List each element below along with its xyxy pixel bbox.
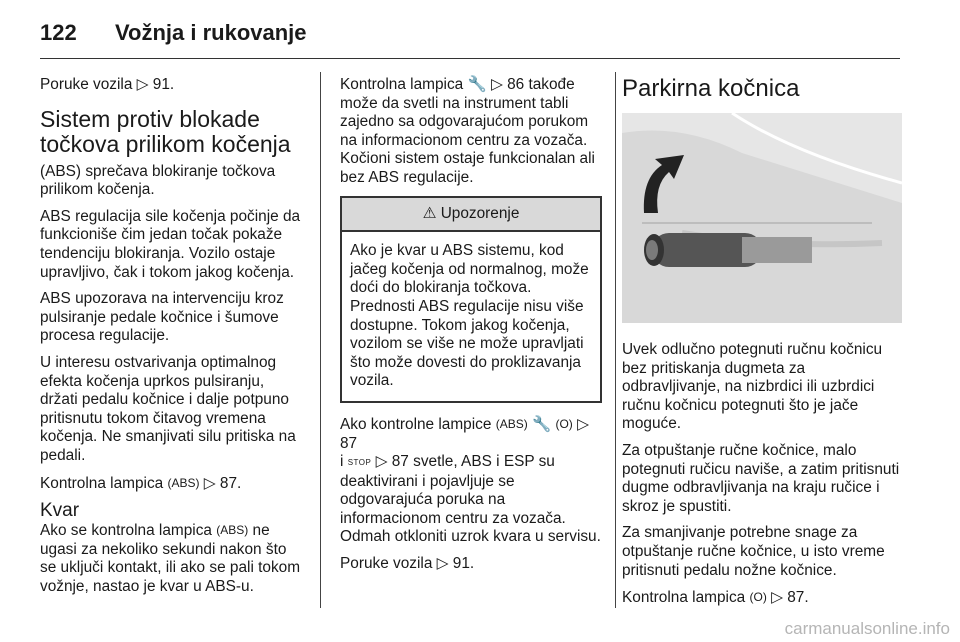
chapter-title: Vožnja i rukovanje [115, 20, 307, 45]
watermark: carmanualsonline.info [784, 619, 950, 638]
parking-brake-heading: Parkirna kočnica [622, 75, 800, 102]
parking-brake-drawing [622, 113, 902, 323]
column-3 [622, 76, 902, 616]
warning-body: Ako je kvar u ABS sistemu, kod jačeg kočenja od normalnog, može doći do blokiranja točkova. Prednosti ABS regulacije nisu više dostupne. Tokom jakog kočenja, vozilom se više ne može upravljati što može dovesti do proklizavanja vozila. [350, 242, 589, 390]
abs-lamp-icon: (ABS) [216, 523, 249, 538]
vehicle-messages-ref: Poruke vozila ▷ 91. [40, 76, 175, 93]
page-number: 122 [40, 20, 77, 45]
abs-warning-info: ABS upozorava na intervenciju kroz pulsiranje pedale kočnice i šumove procesa regulacije. [40, 290, 284, 345]
abs-regulation: ABS regulacija sile kočenja počinje da funkcioniše čim jedan točak pokaže tendenciju blokiranja. Vozilo ostaje upravljivo, čak i tokom jakog kočenja. [40, 207, 301, 281]
warning-box [340, 196, 602, 403]
abs-brake-advice: U interesu ostvarivanja optimalnog efekta kočenja uprkos pulsiranju, držati pedalu kočnice i dalje potpuno pritisnutu tokom čitavog vremena kočenja. Ne smanjivati silu pritiska na pedali. [40, 353, 296, 464]
ref-arrow-icon: ▷ [203, 474, 216, 492]
wrench-icon: 🔧 [467, 76, 487, 93]
ref-arrow-icon: ▷ [490, 76, 503, 93]
column-2 [340, 76, 602, 582]
abs-intro: (ABS) sprečava blokiranje točkova prilikom kočenja. [40, 162, 276, 199]
brake-lamp-ref: Kontrolna lampica (O) ▷ 87. [622, 589, 809, 607]
abs-heading: Sistem protiv blokade točkova prilikom kočenja [40, 105, 291, 157]
ref-arrow-icon: ▷ [136, 76, 149, 93]
parking-brake-apply: Uvek odlučno potegnuti ručnu kočnicu bez pritiskanja dugmeta za odbravljivanje, na nizbrdici ili uzbrdici ručnu kočnicu potegnuti što je jače moguće. [622, 341, 883, 433]
brake-lamp-icon: (O) [555, 416, 573, 431]
warning-triangle-icon: ⚠ [422, 204, 437, 222]
parking-brake-release: Za otpuštanje ručne kočnice, malo potegnuti ručicu naviše, a zatim pritisnuti dugme odbravljivanja na kraju ručice i skroz je spustiti. [622, 441, 900, 515]
fault-text: Ako se kontrolna lampica (ABS) ne ugasi za nekoliko sekundi nakon što se uključi kontakt, ili ako se pali tokom vožnje, nastao je kvar u ABS-u. [40, 522, 301, 595]
ref-arrow-icon: ▷ [436, 555, 449, 573]
vehicle-messages-ref-2: Poruke vozila ▷ 91. [340, 555, 475, 573]
page-header [40, 20, 307, 46]
wrench-icon: 🔧 [532, 415, 552, 433]
abs-lamp-ref: Kontrolna lampica (ABS) ▷ 87. [40, 474, 242, 492]
abs-lamp-icon: (ABS) [495, 416, 528, 431]
warning-title: ⚠ Upozorenje [342, 198, 600, 233]
stop-lamp-icon: STOP [347, 458, 372, 468]
parking-brake-reduce-force: Za smanjivanje potrebne snage za otpuštanje ručne kočnice, u isto vreme pritisnuti pedalu nožne kočnice. [622, 524, 885, 579]
ref-arrow-icon: ▷ [577, 415, 589, 433]
column-divider-1 [320, 72, 321, 608]
service-lamp-info: Kontrolna lampica 🔧 ▷ 86 takođe može da svetli na instrument tabli zajedno sa odgovarajućom porukom na informacionom centru za vozača. Kočioni sistem ostaje funkcionalan ali bez ABS regulacije. [340, 76, 595, 186]
header-rule [40, 58, 900, 59]
abs-lamp-icon: (ABS) [167, 475, 200, 490]
fault-heading: Kvar [40, 500, 80, 522]
brake-lamp-icon: (O) [749, 590, 767, 605]
parking-brake-illustration [622, 113, 902, 323]
ref-arrow-icon: ▷ [375, 453, 388, 471]
abs-esp-deactivated: Ako kontrolne lampice (ABS) 🔧 (O) ▷ 87 i STOP ▷ 87 svetle, ABS i ESP su deaktivirani i pojavljuje se odgovarajuća poruka na informacionom centru za vozača. Odmah otkloniti uzrok kvara u servisu. [340, 415, 601, 546]
column-divider-2 [615, 72, 616, 608]
ref-arrow-icon: ▷ [771, 589, 783, 607]
column-1 [40, 76, 306, 604]
